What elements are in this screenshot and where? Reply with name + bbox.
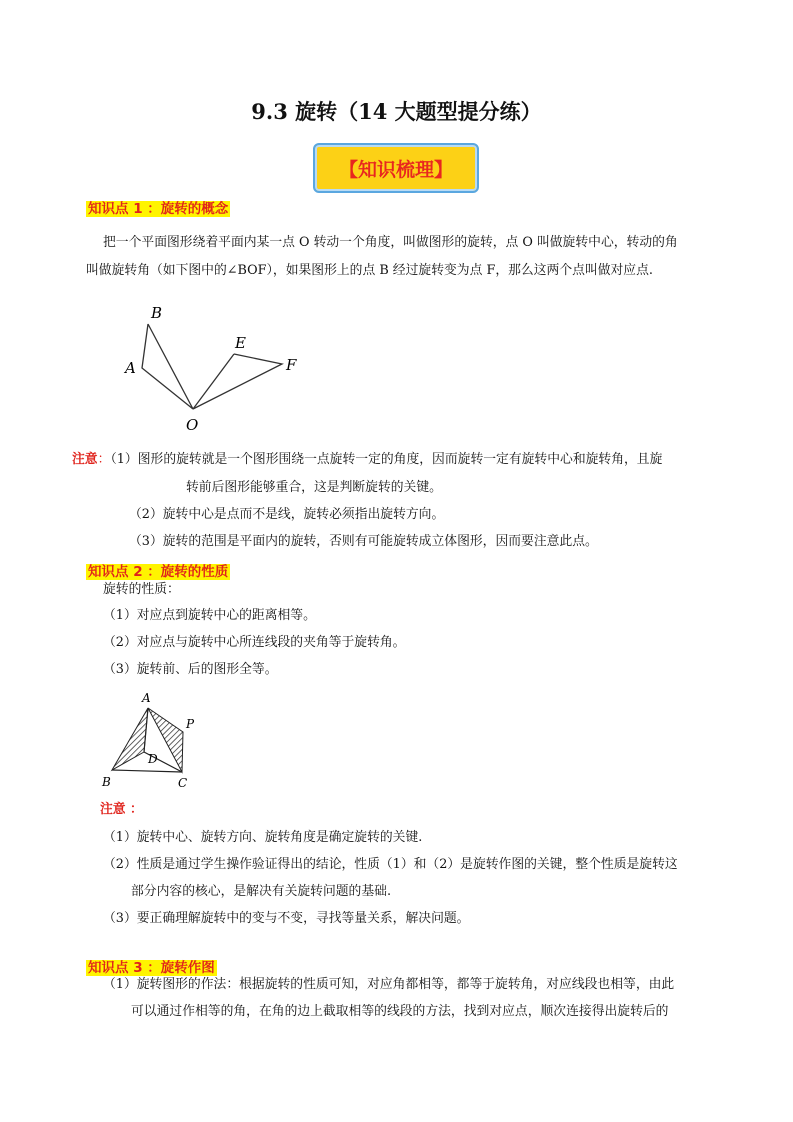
page-title: 9.3 旋转（14 大题型提分练） <box>251 99 542 124</box>
triangle-eof <box>193 354 282 409</box>
label-f: F <box>286 356 297 374</box>
kp1-heading <box>86 198 230 218</box>
kp1-note1-text: （1）图形的旋转就是一个图形围绕一点旋转一定的角度，因而旋转一定有旋转中心和旋转角，且旋 <box>110 452 663 467</box>
kp1-para-line2: 叫做旋转角（如下图中的∠BOF），如果图形上的点 B 经过旋转变为点 F，那么这两个点叫做对应点. <box>86 263 653 278</box>
kp1-para-line1: 把一个平面图形绕着平面内某一点 O 转动一个角度，叫做图形的旋转，点 O 叫做旋转中心，转动的角 <box>103 235 678 250</box>
kp2-note-2-line2: 部分内容的核心，是解决有关旋转问题的基础. <box>131 884 392 899</box>
kp1-note1-line2: 转前后图形能够重合，这是判断旋转的关键。 <box>186 480 442 495</box>
kp1-note-sep: ： <box>97 452 111 467</box>
kp2-intro: 旋转的性质： <box>103 582 180 597</box>
rotation-figure-2 <box>98 686 208 790</box>
label-o: O <box>186 416 199 434</box>
label-d: D <box>148 752 158 766</box>
label-p: P <box>186 717 195 731</box>
kp2-note-1: （1）旋转中心、旋转方向、旋转角度是确定旋转的关键. <box>103 830 423 845</box>
kp3-para-line1: （1）旋转图形的作法：根据旋转的性质可知，对应角都相等，都等于旋转角，对应线段也相等，由此 <box>103 977 675 992</box>
kp2-note-label: 注意 ： <box>100 802 143 817</box>
rotation-figure-1 <box>118 296 318 438</box>
kp3-heading-text: 知识点 3 ：旋转作图 <box>88 960 215 976</box>
label-e: E <box>235 334 246 352</box>
label-c: C <box>178 776 188 790</box>
knowledge-review-badge: 【知识梳理】 <box>313 143 479 193</box>
kp2-heading-text: 知识点 2 ：旋转的性质 <box>88 564 229 580</box>
kp1-note3: （3）旋转的范围是平面内的旋转，否则有可能旋转成立体图形，因而要注意此点。 <box>129 534 598 549</box>
label-b: B <box>151 304 163 322</box>
triangle-abd <box>112 708 148 770</box>
triangle-aob <box>142 324 193 409</box>
kp2-property-3: （3）旋转前、后的图形全等。 <box>103 662 278 677</box>
kp1-note-label: 注意 <box>72 452 98 467</box>
kp3-heading <box>86 957 217 977</box>
kp1-heading-text: 知识点 1 ：旋转的概念 <box>88 201 229 217</box>
kp1-note1-line1 <box>72 451 662 469</box>
kp2-note-2-line1: （2）性质是通过学生操作验证得出的结论，性质（1）和（2）是旋转作图的关键，整个性质是旋转这 <box>103 857 678 872</box>
kp2-heading <box>86 561 230 581</box>
kp2-property-2: （2）对应点与旋转中心所连线段的夹角等于旋转角。 <box>103 635 406 650</box>
kp1-note2: （2）旋转中心是点而不是线，旋转必须指出旋转方向。 <box>129 507 445 522</box>
label-a: A <box>125 359 136 377</box>
label-b2: B <box>102 775 111 789</box>
kp3-para-line2: 可以通过作相等的角，在角的边上截取相等的线段的方法，找到对应点，顺次连接得出旋转后的 <box>131 1004 669 1019</box>
kp2-property-1: （1）对应点到旋转中心的距离相等。 <box>103 608 316 623</box>
kp2-note-3: （3）要正确理解旋转中的变与不变，寻找等量关系，解决问题。 <box>103 911 470 926</box>
label-a2: A <box>142 691 151 705</box>
